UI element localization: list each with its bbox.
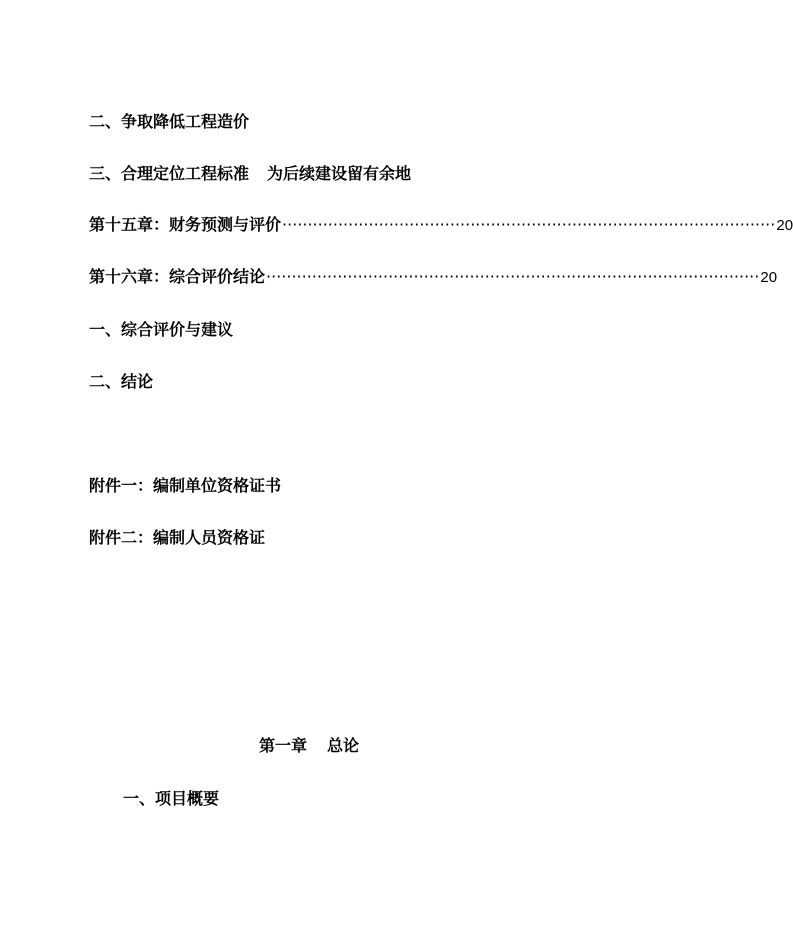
- chapter-name: 总论: [327, 736, 360, 755]
- heading-conclusion: 二、结论: [89, 372, 154, 391]
- toc-leader-dots: ·································································································: [282, 215, 776, 234]
- heading-reduce-cost: 二、争取降低工程造价: [89, 112, 250, 131]
- toc-entry-label: 第十五章：财务预测与评价: [89, 215, 282, 234]
- chapter-title: [0, 736, 618, 756]
- heading-project-standard-part2: 为后续建设留有余地: [267, 164, 412, 183]
- heading-project-standard: [89, 164, 411, 184]
- toc-entry-label: 第十六章：综合评价结论: [89, 267, 266, 286]
- toc-page-number: 20: [760, 269, 778, 286]
- toc-entry-chapter-16[interactable]: [89, 267, 778, 287]
- toc-page-number: 20: [776, 217, 793, 234]
- chapter-number: 第一章: [258, 736, 307, 755]
- heading-evaluation-suggestions: 一、综合评价与建议: [89, 320, 234, 339]
- appendix-2: 附件二：编制人员资格证: [89, 528, 266, 547]
- appendix-1: 附件一：编制单位资格证书: [89, 476, 282, 495]
- toc-leader-dots: ·································································································: [266, 267, 760, 286]
- heading-project-standard-part1: 三、合理定位工程标准: [89, 164, 250, 183]
- toc-entry-chapter-15[interactable]: [89, 215, 793, 235]
- section-project-overview: 一、项目概要: [123, 789, 220, 808]
